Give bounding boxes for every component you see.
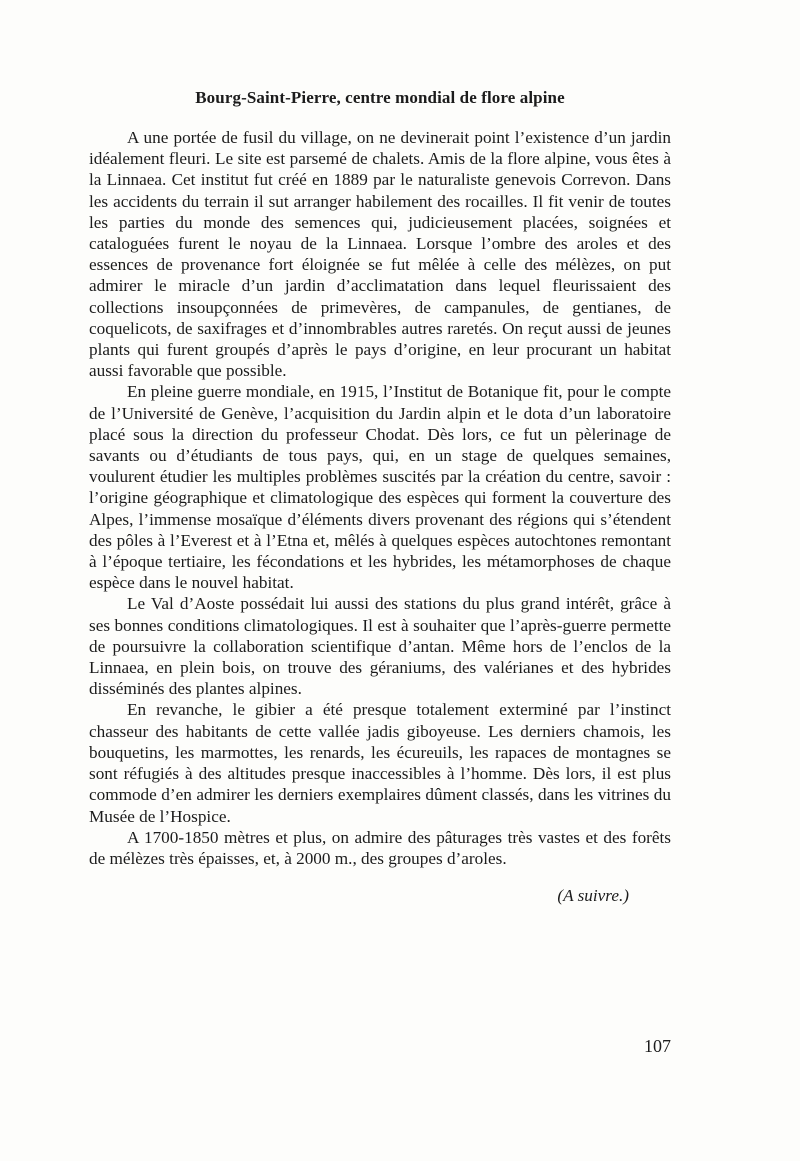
to-be-continued-note: (A suivre.) bbox=[557, 886, 629, 906]
article-title: Bourg-Saint-Pierre, centre mondial de flore alpine bbox=[195, 88, 565, 107]
paragraph: En revanche, le gibier a été presque totalement exterminé par l’instinct chasseur des habitants de cette vallée jadis giboyeuse. Les derniers chamois, les bouquetins, les marmottes, les renards, les écureuils, les rapaces de montagnes se sont réfugiés à des altitudes presque inaccessibles à l’homme. Dès lors, il est plus commode d’en admirer les derniers exemplaires dûment classés, dans les vitrines du Musée de l’Hospice. bbox=[89, 700, 671, 826]
article bbox=[89, 86, 671, 906]
paragraph: Le Val d’Aoste possédait lui aussi des stations du plus grand intérêt, grâce à ses bonnes conditions climatologiques. Il est à souhaiter que l’après-guerre permette de poursuivre la collaboration scientifique d’antan. Même hors de l’enclos de la Linnaea, en plein bois, on trouve des géraniums, des valérianes et des hybrides disséminés des plantes alpines. bbox=[89, 594, 671, 699]
paragraph: En pleine guerre mondiale, en 1915, l’Institut de Botanique fit, pour le compte de l’Université de Genève, l’acquisition du Jardin alpin et le dota d’un laboratoire placé sous la direction du professeur Chodat. Dès lors, ce fut un pèlerinage de savants ou d’étudiants de tous pays, qui, en un stage de quelques semaines, voulurent étudier les multiples problèmes suscités par la création du centre, savoir : l’origine géographique et climatologique des espèces qui forment la couverture des Alpes, l’immense mosaïque d’éléments divers provenant des régions qui s’étendent des pôles à l’Everest et à l’Etna et, mêlés à quelques espèces autochtones remontant à l’époque tertiaire, les fécondations et les hybrides, les métamorphoses de chaque espèce dans le nouvel habitat. bbox=[89, 382, 671, 593]
paragraph: A une portée de fusil du village, on ne devinerait point l’existence d’un jardin idéalement fleuri. Le site est parsemé de chalets. Amis de la flore alpine, vous êtes à la Linnaea. Cet institut fut créé en 1889 par le naturaliste genevois Correvon. Dans les accidents du terrain il sut arranger habilement des rocailles. Il fit venir de toutes les parties du monde des semences qui, judicieusement placées, soignées et cataloguées furent le noyau de la Linnaea. Lorsque l’ombre des aroles et des essences de provenance fort éloignée se fut mêlée à celle des mélèzes, on put admirer le miracle d’un jardin d’acclimatation dans lequel fleurissaient des collections insoupçonnées de primevères, de campanules, de gentianes, de coquelicots, de saxifrages et d’innombrables autres raretés. On reçut aussi de jeunes plants qui furent groupés d’après le pays d’origine, en leur procurant un habitat aussi favorable que possible. bbox=[89, 128, 671, 381]
page-number: 107 bbox=[644, 1036, 671, 1056]
paragraph: A 1700-1850 mètres et plus, on admire des pâturages très vastes et des forêts de mélèzes très épaisses, et, à 2000 m., des groupes d’aroles. bbox=[89, 827, 671, 868]
